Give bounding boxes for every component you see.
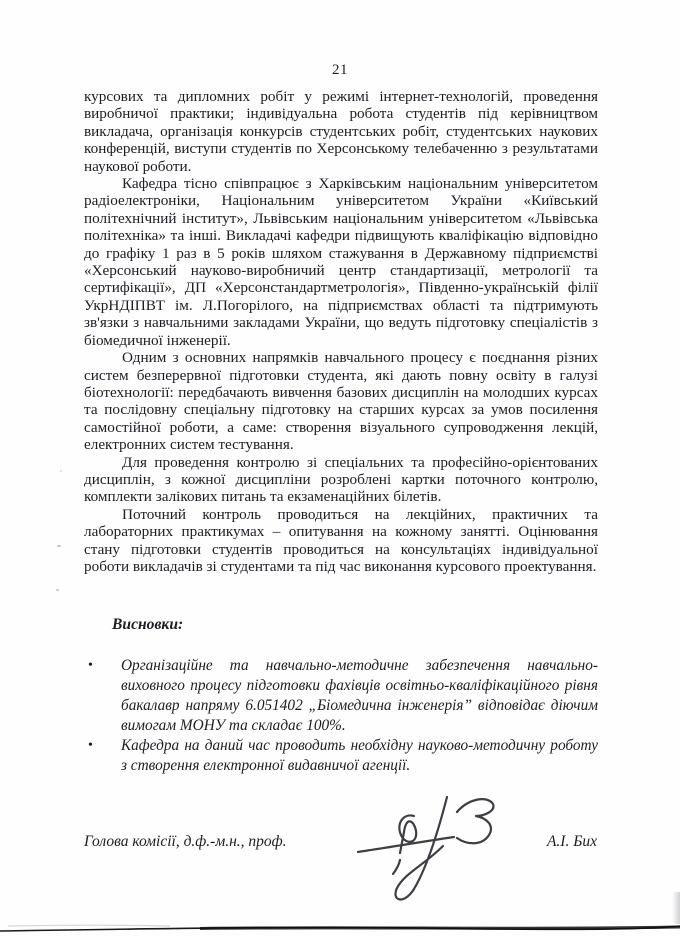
- signature-role-label: Голова комісії, д.ф.-м.н., проф.: [84, 833, 287, 850]
- conclusion-text: Організаційне та навчально-методичне забезпечення навчально-виховного процесу підготовки фахівців освітньо-кваліфікаційного рівня бакалавр напряму 6.051402 „Біомедична інженерія” відповідає діючим вимогам МОНУ та складає 100%.: [121, 657, 598, 734]
- conclusion-item: [84, 656, 598, 736]
- scan-speck: [57, 545, 61, 547]
- document-body: [84, 88, 598, 575]
- bullet-marker: •: [88, 658, 93, 673]
- page-number: 21: [332, 62, 348, 78]
- body-paragraph: курсових та дипломних робіт у режимі інтернет-технологій, проведення виробничої практики; індивідуальна робота студентів під керівництвом викладача, організація конкурсів студентських робіт, студентських наукових конференцій, виступи студентів по Херсонському телебаченню з результатами наукової роботи.: [84, 88, 598, 175]
- page-bottom-edge-line: [0, 922, 680, 936]
- handwritten-signature: [330, 786, 510, 911]
- signature-name: А.І. Бих: [546, 833, 597, 850]
- body-paragraph: Кафедра тісно співпрацює з Харківським національним університетом радіоелектроніки, Національним університетом України «Київський політехнічний інститут», Львівським національним університетом «Львівська політехніка» та інші. Викладачі кафедри підвищують кваліфікацію відповідно до графіку 1 раз в 5 років шляхом стажування в Державному підприємстві «Херсонський науково-виробничий центр стандартизації, метрології та сертифікації», ДП «Херсонстандартметрологія», Південно-українській філії УкрНДІПВТ ім. Л.Погорілого, на підприємствах області та підтримують зв'язки з навчальними закладами України, що ведуть підготовку спеціалістів з біомедичної інженерії.: [84, 175, 598, 349]
- bullet-marker: •: [88, 738, 93, 753]
- scan-speck: [60, 470, 62, 472]
- body-paragraph: Одним з основних напрямків навчального процесу є поєднання різних систем безперервної підготовки студента, які дають повну освіту в галузі біотехнології: передбачають вивчення базових дисциплін на молодших курсах та послідовну спеціальну підготовку на старших курсах за умов посилення самостійної роботи, а саме: створення візуального супроводження лекцій, електронних систем тестування.: [84, 349, 598, 454]
- body-paragraph: Для проведення контролю зі спеціальних та професійно-орієнтованих дисциплін, з кожної дисципліни розроблені картки поточного контролю, комплекти залікових питань та екзаменаційних білетів.: [84, 453, 598, 506]
- conclusions-list: [84, 656, 598, 776]
- conclusions-heading: Висновки:: [112, 616, 184, 633]
- conclusion-item: [84, 736, 598, 776]
- conclusion-text: Кафедра на даний час проводить необхідну науково-методичну роботу з створення електронної видавничої агенції.: [121, 737, 598, 774]
- scan-edge-shadow: [672, 892, 680, 924]
- body-paragraph: Поточний контроль проводиться на лекційних, практичних та лабораторних практикумах – опитування на кожному занятті. Оцінювання стану підготовки студентів проводиться на консультаціях індивідуальної роботи викладачів зі студентами та під час виконання курсового проектування.: [84, 505, 598, 575]
- scan-speck: [56, 589, 59, 591]
- conclusions-section: [84, 616, 598, 776]
